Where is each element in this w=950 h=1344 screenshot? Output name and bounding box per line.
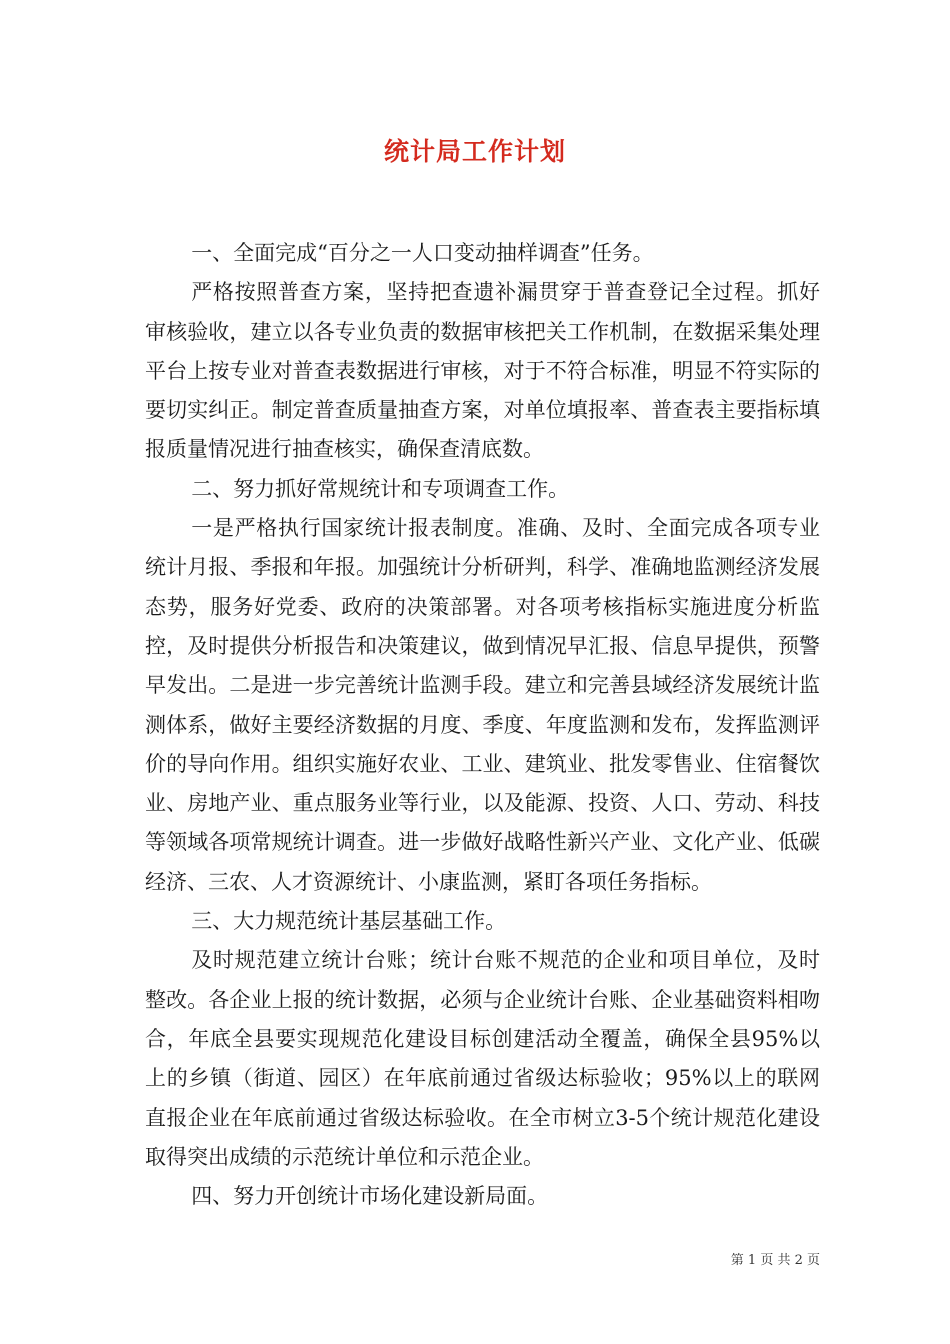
document-body: [145, 234, 820, 1216]
page-number-footer: 第 1 页 共 2 页: [730, 1253, 820, 1268]
section-heading-1: 一、全面完成“百分之一人口变动抽样调查”任务。: [191, 241, 654, 265]
paragraph-1: 严格按照普查方案，坚持把查遗补漏贯穿于普查登记全过程。抓好审核验收，建立以各专业负责的数据审核把关工作机制，在数据采集处理平台上按专业对普查表数据进行审核，对于不符合标准，明显不符实际的要切实纠正。制定普查质量抽查方案，对单位填报率、普查表主要指标填报质量情况进行抽查核实，确保查清底数。: [145, 280, 820, 462]
section-heading-2: 二、努力抓好常规统计和专项调查工作。: [191, 476, 570, 501]
paragraph-3: 及时规范建立统计台账；统计台账不规范的企业和项目单位，及时整改。各企业上报的统计数据，必须与企业统计台账、企业基础资料相吻合，年底全县要实现规范化建设目标创建活动全覆盖，确保全县95%以上的乡镇（街道、园区）在年底前通过省级达标验收；95%以上的联网直报企业在年底前通过省级达标验收。在全市树立3-5个统计规范化建设取得突出成绩的示范统计单位和示范企业。: [145, 948, 820, 1169]
paragraph-2: 一是严格执行国家统计报表制度。准确、及时、全面完成各项专业统计月报、季报和年报。加强统计分析研判，科学、准确地监测经济发展态势，服务好党委、政府的决策部署。对各项考核指标实施进度分析监控，及时提供分析报告和决策建议，做到情况早汇报、信息早提供，预警早发出。二是进一步完善统计监测手段。建立和完善县域经济发展统计监测体系，做好主要经济数据的月度、季度、年度监测和发布，发挥监测评价的导向作用。组织实施好农业、工业、建筑业、批发零售业、住宿餐饮业、房地产业、重点服务业等行业，以及能源、投资、人口、劳动、科技等领域各项常规统计调查。进一步做好战略性新兴产业、文化产业、低碳经济、三农、人才资源统计、小康监测，紧盯各项任务指标。: [145, 516, 820, 894]
section-heading-3: 三、大力规范统计基层基础工作。: [191, 909, 507, 934]
section-heading-4: 四、努力开创统计市场化建设新局面。: [191, 1184, 549, 1209]
document-title: 统计局工作计划: [383, 137, 566, 166]
